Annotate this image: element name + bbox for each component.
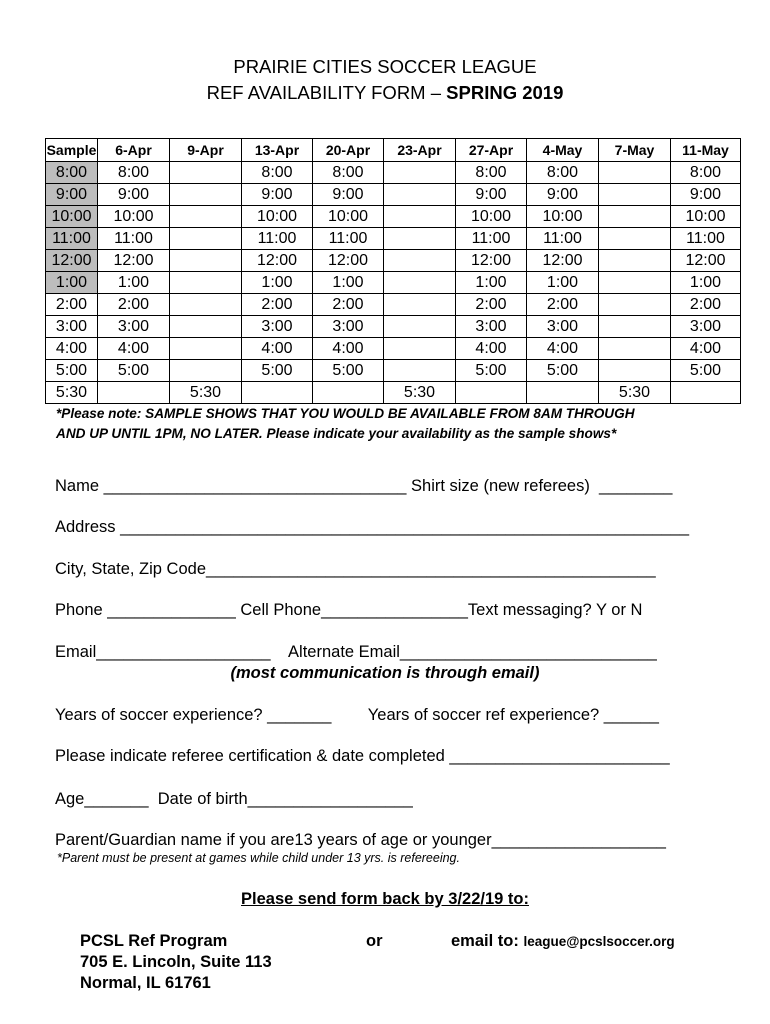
column-header: 7-May bbox=[599, 139, 671, 162]
time-cell[interactable]: 8:00 bbox=[527, 162, 599, 184]
time-cell[interactable] bbox=[384, 294, 456, 316]
league-title: PRAIRIE CITIES SOCCER LEAGUE bbox=[233, 56, 537, 77]
time-cell[interactable] bbox=[671, 382, 741, 404]
experience-field[interactable]: Years of soccer experience? _______ Years of soccer ref experience? ______ bbox=[55, 706, 659, 724]
time-cell[interactable] bbox=[384, 338, 456, 360]
sample-cell: 3:00 bbox=[46, 316, 98, 338]
time-cell[interactable] bbox=[242, 382, 313, 404]
time-cell[interactable]: 1:00 bbox=[456, 272, 527, 294]
time-cell[interactable]: 8:00 bbox=[671, 162, 741, 184]
time-cell[interactable]: 10:00 bbox=[527, 206, 599, 228]
time-cell[interactable]: 3:00 bbox=[527, 316, 599, 338]
time-cell[interactable]: 1:00 bbox=[671, 272, 741, 294]
time-cell[interactable]: 1:00 bbox=[313, 272, 384, 294]
time-cell[interactable]: 5:00 bbox=[671, 360, 741, 382]
time-cell[interactable]: 12:00 bbox=[671, 250, 741, 272]
time-cell[interactable] bbox=[384, 316, 456, 338]
time-cell[interactable]: 10:00 bbox=[456, 206, 527, 228]
table-row bbox=[46, 316, 741, 338]
time-cell[interactable] bbox=[599, 294, 671, 316]
time-cell[interactable]: 12:00 bbox=[527, 250, 599, 272]
sample-cell: 12:00 bbox=[46, 250, 98, 272]
time-cell[interactable]: 4:00 bbox=[456, 338, 527, 360]
time-cell[interactable]: 10:00 bbox=[313, 206, 384, 228]
time-cell[interactable]: 2:00 bbox=[242, 294, 313, 316]
time-cell[interactable] bbox=[170, 360, 242, 382]
table-row bbox=[46, 294, 741, 316]
time-cell[interactable]: 11:00 bbox=[456, 228, 527, 250]
sample-note-line1: *Please note: SAMPLE SHOWS THAT YOU WOULD BE AVAILABLE FROM 8AM THROUGH bbox=[56, 406, 635, 421]
email-contact bbox=[451, 932, 675, 951]
sample-cell: 10:00 bbox=[46, 206, 98, 228]
table-row bbox=[46, 360, 741, 382]
parent-guardian-field[interactable]: Parent/Guardian name if you are13 years of age or younger___________________ bbox=[55, 831, 666, 849]
time-cell[interactable]: 12:00 bbox=[98, 250, 170, 272]
time-cell[interactable]: 11:00 bbox=[242, 228, 313, 250]
time-cell[interactable]: 3:00 bbox=[313, 316, 384, 338]
time-cell[interactable]: 2:00 bbox=[671, 294, 741, 316]
time-cell[interactable]: 1:00 bbox=[98, 272, 170, 294]
column-header: 4-May bbox=[527, 139, 599, 162]
sample-cell: 1:00 bbox=[46, 272, 98, 294]
time-cell[interactable]: 9:00 bbox=[313, 184, 384, 206]
sample-cell: 8:00 bbox=[46, 162, 98, 184]
time-cell[interactable]: 5:00 bbox=[313, 360, 384, 382]
time-cell[interactable] bbox=[384, 250, 456, 272]
street-address: 705 E. Lincoln, Suite 113 bbox=[80, 953, 272, 971]
address-field[interactable]: Address ______________________________________________________________ bbox=[55, 518, 690, 536]
table-row bbox=[46, 228, 741, 250]
age-dob-field[interactable]: Age_______ Date of birth__________________ bbox=[55, 790, 413, 808]
time-cell[interactable] bbox=[170, 338, 242, 360]
time-cell[interactable] bbox=[599, 250, 671, 272]
time-cell[interactable] bbox=[599, 360, 671, 382]
time-cell[interactable]: 4:00 bbox=[98, 338, 170, 360]
time-cell[interactable]: 5:30 bbox=[384, 382, 456, 404]
time-cell[interactable] bbox=[170, 162, 242, 184]
time-cell[interactable]: 5:00 bbox=[98, 360, 170, 382]
city-state-zip-field[interactable]: City, State, Zip Code_________________________________________________ bbox=[55, 560, 656, 578]
time-cell[interactable]: 3:00 bbox=[456, 316, 527, 338]
time-cell[interactable]: 2:00 bbox=[313, 294, 384, 316]
table-row bbox=[46, 184, 741, 206]
time-cell[interactable]: 8:00 bbox=[242, 162, 313, 184]
certification-field[interactable]: Please indicate referee certification & date completed ________________________ bbox=[55, 747, 670, 765]
form-title bbox=[0, 82, 770, 104]
table-row bbox=[46, 272, 741, 294]
time-cell[interactable] bbox=[527, 382, 599, 404]
time-cell[interactable] bbox=[384, 206, 456, 228]
form-title-prefix: REF AVAILABILITY FORM – bbox=[206, 82, 447, 103]
sample-note bbox=[56, 404, 736, 444]
time-cell[interactable]: 9:00 bbox=[456, 184, 527, 206]
table-row bbox=[46, 162, 741, 184]
time-cell[interactable]: 3:00 bbox=[242, 316, 313, 338]
time-cell[interactable]: 5:30 bbox=[599, 382, 671, 404]
time-cell[interactable]: 5:30 bbox=[170, 382, 242, 404]
or-label: or bbox=[366, 932, 383, 950]
time-cell[interactable] bbox=[384, 272, 456, 294]
program-name: PCSL Ref Program bbox=[80, 932, 228, 950]
sample-cell: 5:00 bbox=[46, 360, 98, 382]
column-header: Sample bbox=[46, 139, 98, 162]
sample-cell: 11:00 bbox=[46, 228, 98, 250]
time-cell[interactable] bbox=[170, 250, 242, 272]
season-label: SPRING 2019 bbox=[446, 82, 564, 103]
time-cell[interactable]: 9:00 bbox=[527, 184, 599, 206]
time-cell[interactable]: 2:00 bbox=[527, 294, 599, 316]
table-row bbox=[46, 382, 741, 404]
time-cell[interactable] bbox=[170, 228, 242, 250]
time-cell[interactable] bbox=[599, 206, 671, 228]
sample-cell: 9:00 bbox=[46, 184, 98, 206]
column-header: 6-Apr bbox=[98, 139, 170, 162]
table-header-row bbox=[46, 139, 741, 162]
email-field[interactable]: Email___________________ Alternate Email____________________________ bbox=[55, 643, 657, 661]
time-cell[interactable]: 11:00 bbox=[671, 228, 741, 250]
table-row bbox=[46, 206, 741, 228]
time-cell[interactable] bbox=[599, 162, 671, 184]
time-cell[interactable]: 5:00 bbox=[527, 360, 599, 382]
time-cell[interactable]: 11:00 bbox=[313, 228, 384, 250]
sample-cell: 5:30 bbox=[46, 382, 98, 404]
time-cell[interactable] bbox=[456, 382, 527, 404]
sample-cell: 2:00 bbox=[46, 294, 98, 316]
time-cell[interactable]: 8:00 bbox=[456, 162, 527, 184]
parent-note: *Parent must be present at games while child under 13 yrs. is refereeing. bbox=[57, 851, 460, 865]
time-cell[interactable] bbox=[98, 382, 170, 404]
column-header: 20-Apr bbox=[313, 139, 384, 162]
time-cell[interactable]: 12:00 bbox=[456, 250, 527, 272]
time-cell[interactable] bbox=[599, 338, 671, 360]
time-cell[interactable] bbox=[599, 316, 671, 338]
time-cell[interactable]: 8:00 bbox=[98, 162, 170, 184]
time-cell[interactable] bbox=[599, 272, 671, 294]
time-cell[interactable]: 4:00 bbox=[527, 338, 599, 360]
time-cell[interactable]: 5:00 bbox=[456, 360, 527, 382]
time-cell[interactable]: 12:00 bbox=[313, 250, 384, 272]
time-cell[interactable]: 11:00 bbox=[527, 228, 599, 250]
time-cell[interactable]: 1:00 bbox=[527, 272, 599, 294]
time-cell[interactable] bbox=[384, 360, 456, 382]
email-address-link[interactable]: league@pcslsoccer.org bbox=[523, 934, 675, 949]
column-header: 27-Apr bbox=[456, 139, 527, 162]
sample-cell: 4:00 bbox=[46, 338, 98, 360]
time-cell[interactable] bbox=[313, 382, 384, 404]
time-cell[interactable] bbox=[599, 184, 671, 206]
time-cell[interactable] bbox=[384, 162, 456, 184]
time-cell[interactable] bbox=[170, 206, 242, 228]
time-cell[interactable]: 11:00 bbox=[98, 228, 170, 250]
time-cell[interactable]: 12:00 bbox=[242, 250, 313, 272]
time-cell[interactable] bbox=[170, 272, 242, 294]
time-cell[interactable]: 4:00 bbox=[242, 338, 313, 360]
time-cell[interactable] bbox=[170, 316, 242, 338]
time-cell[interactable] bbox=[599, 228, 671, 250]
time-cell[interactable]: 3:00 bbox=[98, 316, 170, 338]
communication-note: (most communication is through email) bbox=[230, 664, 540, 682]
time-cell[interactable]: 2:00 bbox=[456, 294, 527, 316]
sample-note-line2: AND UP UNTIL 1PM, NO LATER. Please indicate your availability as the sample shows* bbox=[56, 426, 617, 441]
time-cell[interactable] bbox=[170, 184, 242, 206]
name-field[interactable]: Name _________________________________ Shirt size (new referees) ________ bbox=[55, 477, 673, 495]
phone-field[interactable]: Phone ______________ Cell Phone________________Text messaging? Y or N bbox=[55, 601, 643, 619]
table-row bbox=[46, 250, 741, 272]
table-row bbox=[46, 338, 741, 360]
time-cell[interactable]: 9:00 bbox=[671, 184, 741, 206]
time-cell[interactable]: 9:00 bbox=[98, 184, 170, 206]
send-by-heading: Please send form back by 3/22/19 to: bbox=[241, 890, 529, 908]
time-cell[interactable]: 9:00 bbox=[242, 184, 313, 206]
time-cell[interactable]: 4:00 bbox=[671, 338, 741, 360]
time-cell[interactable]: 10:00 bbox=[671, 206, 741, 228]
time-cell[interactable]: 1:00 bbox=[242, 272, 313, 294]
time-cell[interactable]: 10:00 bbox=[98, 206, 170, 228]
email-label: email to: bbox=[451, 932, 524, 950]
time-cell[interactable]: 10:00 bbox=[242, 206, 313, 228]
time-cell[interactable] bbox=[170, 294, 242, 316]
column-header: 11-May bbox=[671, 139, 741, 162]
time-cell[interactable]: 3:00 bbox=[671, 316, 741, 338]
column-header: 9-Apr bbox=[170, 139, 242, 162]
column-header: 23-Apr bbox=[384, 139, 456, 162]
availability-table bbox=[45, 138, 741, 404]
time-cell[interactable] bbox=[384, 184, 456, 206]
time-cell[interactable]: 5:00 bbox=[242, 360, 313, 382]
city-address: Normal, IL 61761 bbox=[80, 974, 211, 992]
time-cell[interactable]: 8:00 bbox=[313, 162, 384, 184]
column-header: 13-Apr bbox=[242, 139, 313, 162]
time-cell[interactable]: 4:00 bbox=[313, 338, 384, 360]
time-cell[interactable] bbox=[384, 228, 456, 250]
time-cell[interactable]: 2:00 bbox=[98, 294, 170, 316]
